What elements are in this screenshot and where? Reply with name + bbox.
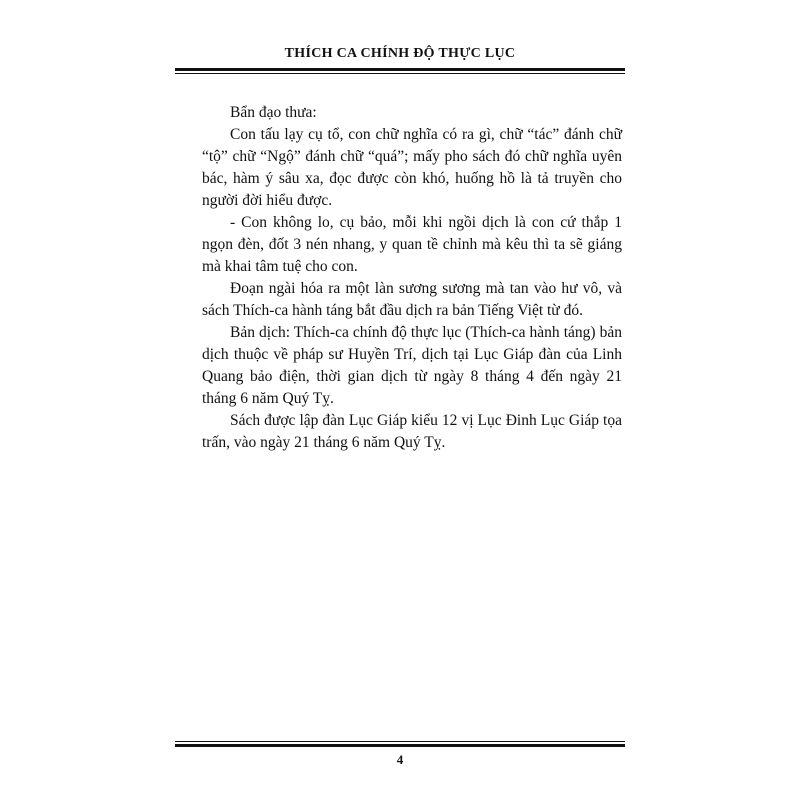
footer-rule-thick-line (175, 744, 625, 747)
paragraph: Đoạn ngài hóa ra một làn sương sương mà tan vào hư vô, và sách Thích-ca hành táng bắt đầu dịch ra bản Tiếng Việt từ đó. (202, 280, 622, 319)
running-header-title: THÍCH CA CHÍNH ĐỘ THỰC LỤC (284, 46, 516, 61)
header-rule-thick-line (175, 68, 625, 71)
paragraph: Sách được lập đàn Lục Giáp kiểu 12 vị Lục Đinh Lục Giáp tọa trấn, vào ngày 21 tháng 6 năm Quý Tỵ. (202, 412, 622, 451)
paragraph: - Con không lo, cụ bảo, mỗi khi ngồi dịch là con cứ thắp 1 ngọn đèn, đốt 3 nén nhang, y quan tề chỉnh mà kêu thì ta sẽ giáng mà khai tâm tuệ cho con. (202, 214, 622, 275)
paragraph: Bản dịch: Thích-ca chính độ thực lục (Thích-ca hành táng) bản dịch thuộc về pháp sư Huyền Trí, dịch tại Lục Giáp đàn của Linh Quang bảo điện, thời gian dịch từ ngày 8 tháng 4 đến ngày 21 tháng 6 năm Quý Tỵ. (202, 324, 622, 407)
header-rule (175, 68, 625, 74)
paragraph: Con tấu lạy cụ tổ, con chữ nghĩa có ra gì, chữ “tác” đánh chữ “tộ” chữ “Ngộ” đánh chữ “quá”; mấy pho sách đó chữ nghĩa uyên bác, hàm ý sâu xa, đọc được còn khó, huống hồ là tả truyền cho người đời hiểu được. (202, 126, 622, 209)
paragraph: Bẩn đạo thưa: (230, 104, 317, 121)
footer-rule-thin-line (175, 741, 625, 742)
body-text (202, 102, 622, 454)
footer-rule (175, 741, 625, 747)
header-rule-thin-line (175, 73, 625, 74)
page-number: 4 (396, 752, 404, 767)
